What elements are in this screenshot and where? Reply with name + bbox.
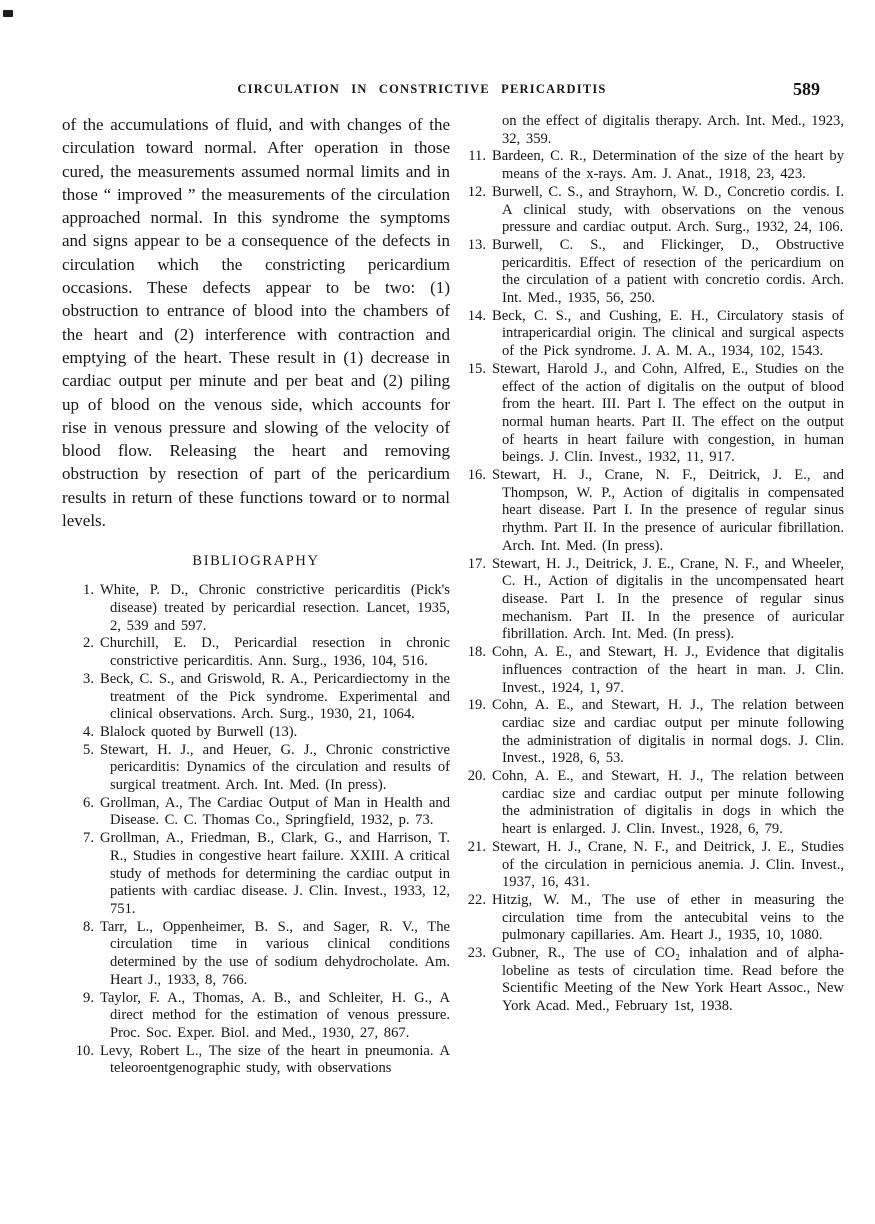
reference-entry-9 [62,990,450,1043]
reference-text: Beck, C. S., and Cushing, E. H., Circulatory stasis of intrapericardial origin. The clinical and surgical aspects of the Pick syndrome. J. A. M. A., 1934, 102, 1543. [492,307,844,360]
reference-text: Tarr, L., Oppenheimer, B. S., and Sager, R. V., The circulation time in various clinical conditions determined by the use of sodium dehydrocholate. Am. Heart J., 1933, 8, 766. [100,918,450,988]
two-column-layout [62,113,844,1078]
reference-number: 2. [83,635,94,652]
reference-entry-15 [454,361,844,467]
reference-number: 1. [83,582,94,599]
reference-number: 18. [467,644,486,661]
bibliography-list-right [454,148,844,1015]
reference-text: Bardeen, C. R., Determination of the size of the heart by means of the x-rays. Am. J. Anat., 1918, 23, 423. [492,148,844,183]
body-paragraph: of the accumulations of fluid, and with changes of the circulation toward normal. After operation in those cured, the measurements assumed normal limits and in those “ improved ” the measurements of the circulation approached normal. In this syndrome the symptoms and signs appear to be a consequence of the defects in circulation which the constricting pericardium occasions. These defects appear to be two: (1) obstruction to entrance of blood into the chambers of the heart and (2) interference with contraction and emptying of the heart. These result in (1) decrease in cardiac output per minute and per beat and (2) piling up of blood on the venous side, which accounts for rise in venous pressure and slowing of the velocity of blood flow. Releasing the heart and removing obstruction by resection of part of the pericardium results in return of these functions toward or to normal levels. [62,115,450,531]
right-column [454,113,844,1078]
reference-entry-19 [454,697,844,768]
bibliography-heading: BIBLIOGRAPHY [192,553,320,570]
reference-text: Beck, C. S., and Griswold, R. A., Pericardiectomy in the treatment of the Pick syndrome. Experimental and clinical observations. Arch. Surg., 1930, 21, 1064. [100,670,450,723]
reference-number: 6. [83,794,94,811]
reference-entry-18 [454,644,844,697]
reference-text: Blalock quoted by Burwell (13). [100,723,298,740]
reference-text: Stewart, H. J., Crane, N. F., and Deitrick, J. E., Studies of the circulation in pernicious anemia. J. Clin. Invest., 1937, 16, 431. [492,838,844,891]
reference-number: 11. [468,148,486,165]
reference-text: Burwell, C. S., and Flickinger, D., Obstructive pericarditis. Effect of resection of the pericardium on the circulation of a patient with concretio cordis. Arch. Int. Med., 1935, 56, 250. [492,236,844,307]
reference-text: Taylor, F. A., Thomas, A. B., and Schleiter, H. G., A direct method for the estimation of venous pressure. Proc. Soc. Exper. Biol. and Med., 1930, 27, 867. [100,989,450,1041]
reference-text: Cohn, A. E., and Stewart, H. J., Evidence that digitalis influences contraction of the heart in man. J. Clin. Invest., 1924, 1, 97. [492,644,844,696]
reference-entry-21 [454,839,844,892]
reference-entry-12 [454,184,844,237]
reference-number: 4. [83,723,94,740]
reference-entry-3 [62,671,450,724]
reference-entry-22 [454,892,844,945]
reference-text: Grollman, A., The Cardiac Output of Man in Health and Disease. C. C. Thomas Co., Springfield, 1932, p. 73. [100,794,450,829]
reference-text: White, P. D., Chronic constrictive pericarditis (Pick's disease) treated by pericardial resection. Lancet, 1935, 2, 539 and 597. [100,582,450,634]
reference-text: Cohn, A. E., and Stewart, H. J., The relation between cardiac size and cardiac output per minute following the administration of digitalis in normal dogs. J. Clin. Invest., 1928, 6, 53. [492,697,844,767]
reference-text: Stewart, H. J., Deitrick, J. E., Crane, N. F., and Wheeler, C. H., Action of digitalis in the uncompensated heart disease. Part I. In the presence of regular sinus mechanism. Part II. In the presence of auricular fibrillation. Arch. Int. Med. (In press). [492,555,844,643]
reference-text: Stewart, H. J., Crane, N. F., Deitrick, J. E., and Thompson, W. P., Action of digitalis in compensated heart disease. Part I. In the presence of regular sinus rhythm. Part II. In the presence of auricular fibrillation. Arch. Int. Med. (In press). [492,467,844,554]
reference-text: Stewart, Harold J., and Cohn, Alfred, E., Studies on the effect of the action of digitalis on the output of blood from the heart. III. Part I. The effect on the output in normal human hearts. Part II. The effect on the output of hearts in heart failure with congestion, in human beings. J. Clin. Invest., 1932, 11, 917. [492,360,844,466]
reference-10-continuation: on the effect of digitalis therapy. Arch. Int. Med., 1923, 32, 359. [502,113,844,147]
reference-entry-2 [62,635,450,670]
reference-text: Cohn, A. E., and Stewart, H. J., The relation between cardiac size and cardiac output per minute following the administration of digitalis in dogs in which the heart is enlarged. J. Clin. Invest., 1928, 6, 79. [492,768,844,838]
reference-number: 12. [467,183,486,200]
reference-number: 8. [83,918,94,935]
reference-number: 5. [83,741,94,758]
reference-number: 23. [467,945,486,962]
reference-number: 10. [75,1042,94,1059]
scan-artifact-mark [3,10,13,17]
reference-entry-20 [454,768,844,839]
reference-entry-4 [62,724,450,742]
reference-number: 3. [83,670,94,687]
bibliography-list-left [62,582,450,1078]
reference-number: 19. [467,697,486,714]
reference-entry-1 [62,582,450,635]
reference-entry-23 [454,945,844,1016]
left-column [62,113,450,1078]
reference-text: Stewart, H. J., and Heuer, G. J., Chronic constrictive pericarditis: Dynamics of the circulation and results of surgical treatment. Arch. Int. Med. (In press). [100,741,450,794]
reference-number: 13. [467,236,486,253]
reference-entry-10 [62,1043,450,1078]
reference-entry-6 [62,795,450,830]
reference-text: Levy, Robert L., The size of the heart in pneumonia. A teleoroentgenographic study, with observations [100,1042,450,1077]
reference-number: 7. [83,830,94,847]
reference-number: 21. [467,838,486,855]
reference-entry-5 [62,742,450,795]
reference-number: 17. [467,555,486,572]
reference-entry-8 [62,919,450,990]
reference-entry-11 [454,148,844,183]
running-title: CIRCULATION IN CONSTRICTIVE PERICARDITIS [237,82,607,96]
reference-entry-17 [454,556,844,645]
reference-text: Gubner, R., The use of CO₂ inhalation and of alpha-lobeline as tests of circulation time. Read before the Scientific Meeting of the New York Heart Assoc., New York Acad. Med., February 1st, 1938. [492,945,844,1015]
reference-number: 14. [467,307,486,324]
reference-entry-14 [454,308,844,361]
reference-number: 9. [83,989,94,1006]
reference-entry-7 [62,830,450,919]
reference-entry-16 [454,467,844,556]
reference-number: 22. [467,891,486,908]
reference-text: Burwell, C. S., and Strayhorn, W. D., Concretio cordis. I. A clinical study, with observations on the venous pressure and cardiac output. Arch. Surg., 1932, 24, 106. [492,183,844,236]
page-header [62,79,844,102]
page-number: 589 [793,79,820,99]
reference-number: 16. [467,467,486,484]
reference-entry-13 [454,237,844,308]
reference-text: Grollman, A., Friedman, B., Clark, G., and Harrison, T. R., Studies in congestive heart failure. XXIII. A critical study of methods for determining the cardiac output in patients with cardiac disease. J. Clin. Invest., 1933, 12, 751. [100,830,450,917]
reference-text: Churchill, E. D., Pericardial resection in chronic constrictive pericarditis. Ann. Surg., 1936, 104, 516. [100,635,450,670]
reference-number: 15. [467,360,486,377]
reference-number: 20. [467,768,486,785]
reference-text: Hitzig, W. M., The use of ether in measuring the circulation time from the antecubital veins to the pulmonary capillaries. Am. Heart J., 1935, 10, 1080. [492,891,844,944]
